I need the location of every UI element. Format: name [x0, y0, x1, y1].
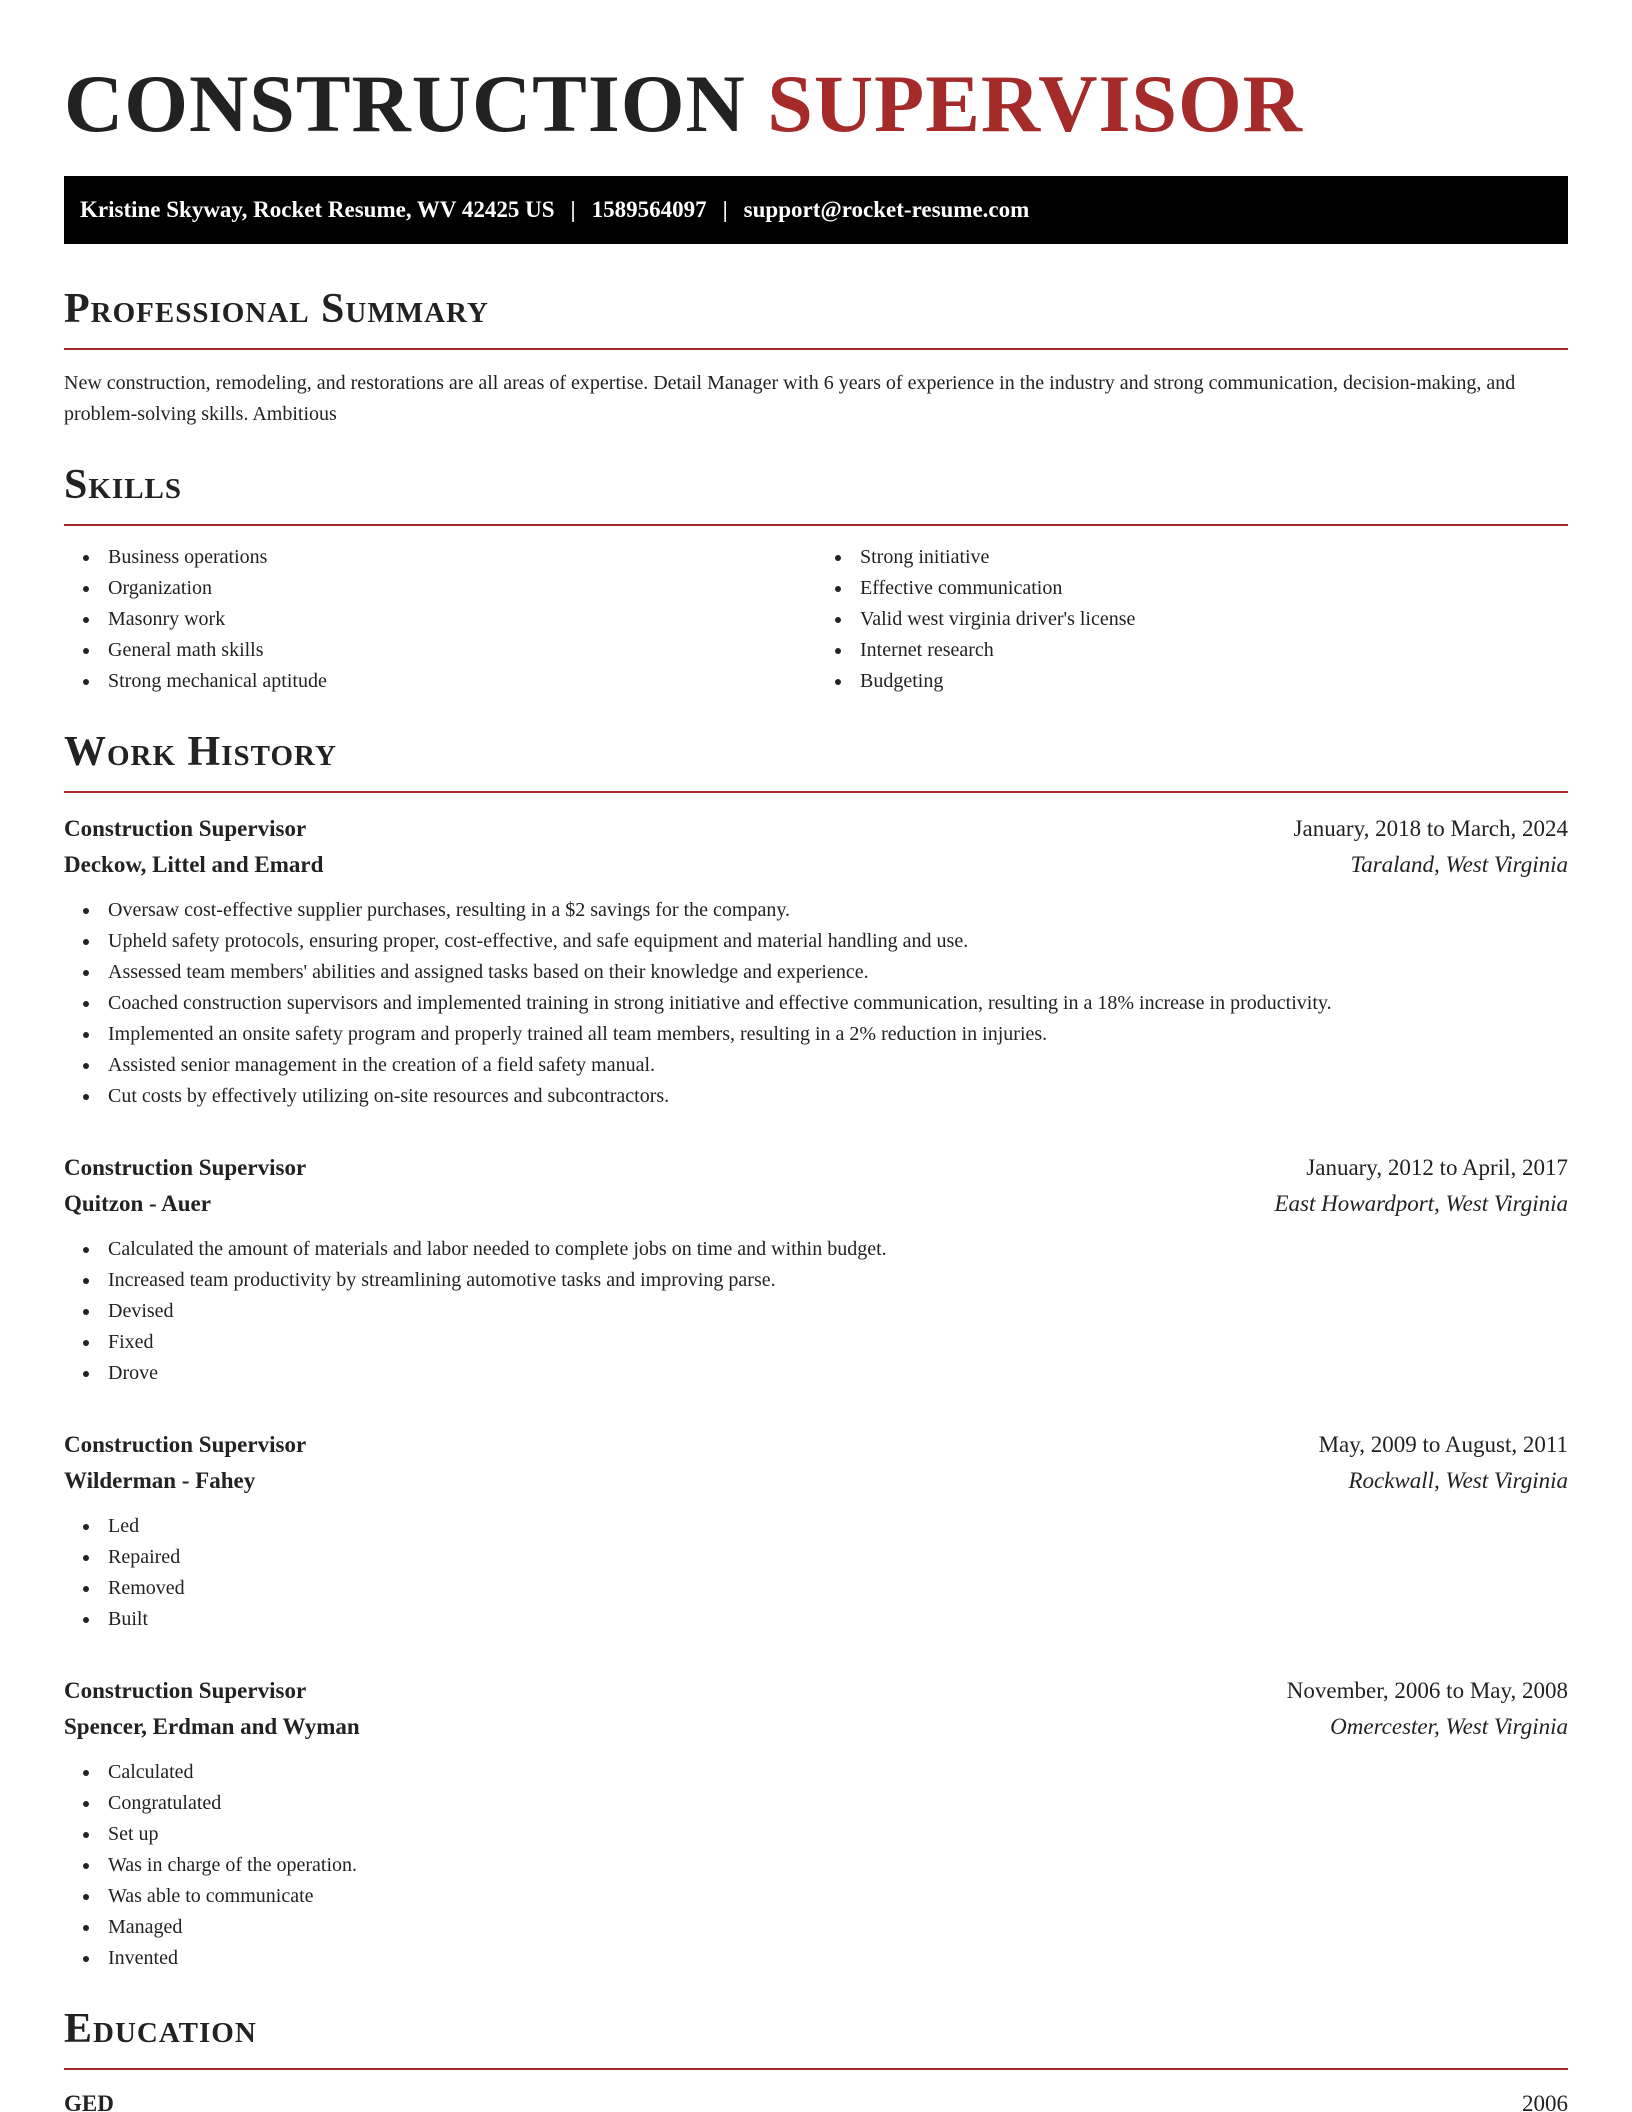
job-header-row — [64, 1150, 1568, 1186]
job-bullet: Built — [108, 1604, 1568, 1635]
job-bullet: Congratulated — [108, 1788, 1568, 1819]
job-title: Construction Supervisor — [64, 816, 307, 841]
skill-item: Budgeting — [860, 666, 1568, 697]
job-bullet: Managed — [108, 1912, 1568, 1943]
job-entry — [64, 1673, 1568, 1974]
job-company-row — [64, 1463, 1568, 1499]
job-bullet: Coached construction supervisors and implemented training in strong initiative and effective communication, resulting in a 18% increase in productivity. — [108, 988, 1568, 1019]
job-bullets — [64, 895, 1568, 1112]
job-entry — [64, 1150, 1568, 1389]
education-section — [64, 2004, 1568, 2112]
work-history-heading: Work History — [64, 727, 1568, 793]
job-company: Wilderman - Fahey — [64, 1468, 256, 1493]
work-history-section — [64, 727, 1568, 1974]
skill-item: Masonry work — [108, 604, 816, 635]
job-bullet: Calculated the amount of materials and labor needed to complete jobs on time and within budget. — [108, 1234, 1568, 1265]
job-bullets — [64, 1757, 1568, 1974]
job-title: Construction Supervisor — [64, 1678, 307, 1703]
resume-name — [64, 0, 1568, 152]
job-bullet: Invented — [108, 1943, 1568, 1974]
contact-address: Kristine Skyway, Rocket Resume, WV 42425 US — [80, 197, 555, 222]
skill-item: Strong initiative — [860, 542, 1568, 573]
contact-bar — [64, 176, 1568, 244]
job-bullet: Repaired — [108, 1542, 1568, 1573]
job-title: Construction Supervisor — [64, 1432, 307, 1457]
job-title: Construction Supervisor — [64, 1155, 307, 1180]
skills-heading: Skills — [64, 460, 1568, 526]
skill-item: General math skills — [108, 635, 816, 666]
job-location: Rockwall, West Virginia — [1348, 1468, 1568, 1493]
skill-item: Organization — [108, 573, 816, 604]
job-company: Spencer, Erdman and Wyman — [64, 1714, 360, 1739]
education-heading: Education — [64, 2004, 1568, 2070]
education-entry — [64, 2086, 1568, 2112]
job-bullet: Was able to communicate — [108, 1881, 1568, 1912]
job-bullet: Increased team productivity by streamlining automotive tasks and improving parse. — [108, 1265, 1568, 1296]
skill-item: Internet research — [860, 635, 1568, 666]
summary-section — [64, 284, 1568, 430]
job-dates: January, 2012 to April, 2017 — [1306, 1155, 1568, 1180]
job-entry — [64, 811, 1568, 1112]
education-degree: GED — [64, 2091, 114, 2112]
job-bullet: Devised — [108, 1296, 1568, 1327]
job-dates: January, 2018 to March, 2024 — [1293, 816, 1568, 841]
job-location: Taraland, West Virginia — [1350, 852, 1568, 877]
skill-item: Effective communication — [860, 573, 1568, 604]
summary-heading: Professional Summary — [64, 284, 1568, 350]
contact-separator: | — [570, 197, 576, 222]
skill-item: Strong mechanical aptitude — [108, 666, 816, 697]
job-bullet: Led — [108, 1511, 1568, 1542]
job-entry — [64, 1427, 1568, 1635]
job-header-row — [64, 1427, 1568, 1463]
contact-phone: 1589564097 — [591, 197, 707, 222]
job-dates: May, 2009 to August, 2011 — [1318, 1432, 1568, 1457]
job-location: Omercester, West Virginia — [1330, 1714, 1568, 1739]
job-bullet: Implemented an onsite safety program and properly trained all team members, resulting in a 2% reduction in injuries. — [108, 1019, 1568, 1050]
job-bullet: Was in charge of the operation. — [108, 1850, 1568, 1881]
job-bullets — [64, 1511, 1568, 1635]
skills-column-right — [816, 542, 1568, 697]
skills-section — [64, 460, 1568, 697]
job-bullet: Assisted senior management in the creation of a field safety manual. — [108, 1050, 1568, 1081]
job-company-row — [64, 1709, 1568, 1745]
job-header-row — [64, 811, 1568, 847]
job-bullets — [64, 1234, 1568, 1389]
job-bullet: Fixed — [108, 1327, 1568, 1358]
skills-column-left — [64, 542, 816, 697]
job-company: Deckow, Littel and Emard — [64, 852, 324, 877]
skill-item: Business operations — [108, 542, 816, 573]
job-bullet: Oversaw cost-effective supplier purchases, resulting in a $2 savings for the company. — [108, 895, 1568, 926]
name-last: SUPERVISOR — [767, 58, 1303, 149]
job-dates: November, 2006 to May, 2008 — [1286, 1678, 1568, 1703]
contact-email: support@rocket-resume.com — [743, 197, 1030, 222]
job-location: East Howardport, West Virginia — [1274, 1191, 1568, 1216]
job-company-row — [64, 1186, 1568, 1222]
job-bullet: Upheld safety protocols, ensuring proper, cost-effective, and safe equipment and material handling and use. — [108, 926, 1568, 957]
job-bullet: Drove — [108, 1358, 1568, 1389]
job-bullet: Calculated — [108, 1757, 1568, 1788]
job-header-row — [64, 1673, 1568, 1709]
skill-item: Valid west virginia driver's license — [860, 604, 1568, 635]
job-bullet: Removed — [108, 1573, 1568, 1604]
skills-grid — [64, 542, 1568, 697]
job-bullet: Assessed team members' abilities and assigned tasks based on their knowledge and experience. — [108, 957, 1568, 988]
summary-text: New construction, remodeling, and restorations are all areas of expertise. Detail Manager with 6 years of experience in the industry and strong communication, decision-making, and problem-solving skills. Ambitious — [64, 372, 1516, 425]
job-company: Quitzon - Auer — [64, 1191, 211, 1216]
contact-separator: | — [722, 197, 728, 222]
job-bullet: Cut costs by effectively utilizing on-site resources and subcontractors. — [108, 1081, 1568, 1112]
education-year: 2006 — [1522, 2091, 1568, 2112]
name-first: CONSTRUCTION — [64, 58, 746, 149]
job-bullet: Set up — [108, 1819, 1568, 1850]
job-company-row — [64, 847, 1568, 883]
